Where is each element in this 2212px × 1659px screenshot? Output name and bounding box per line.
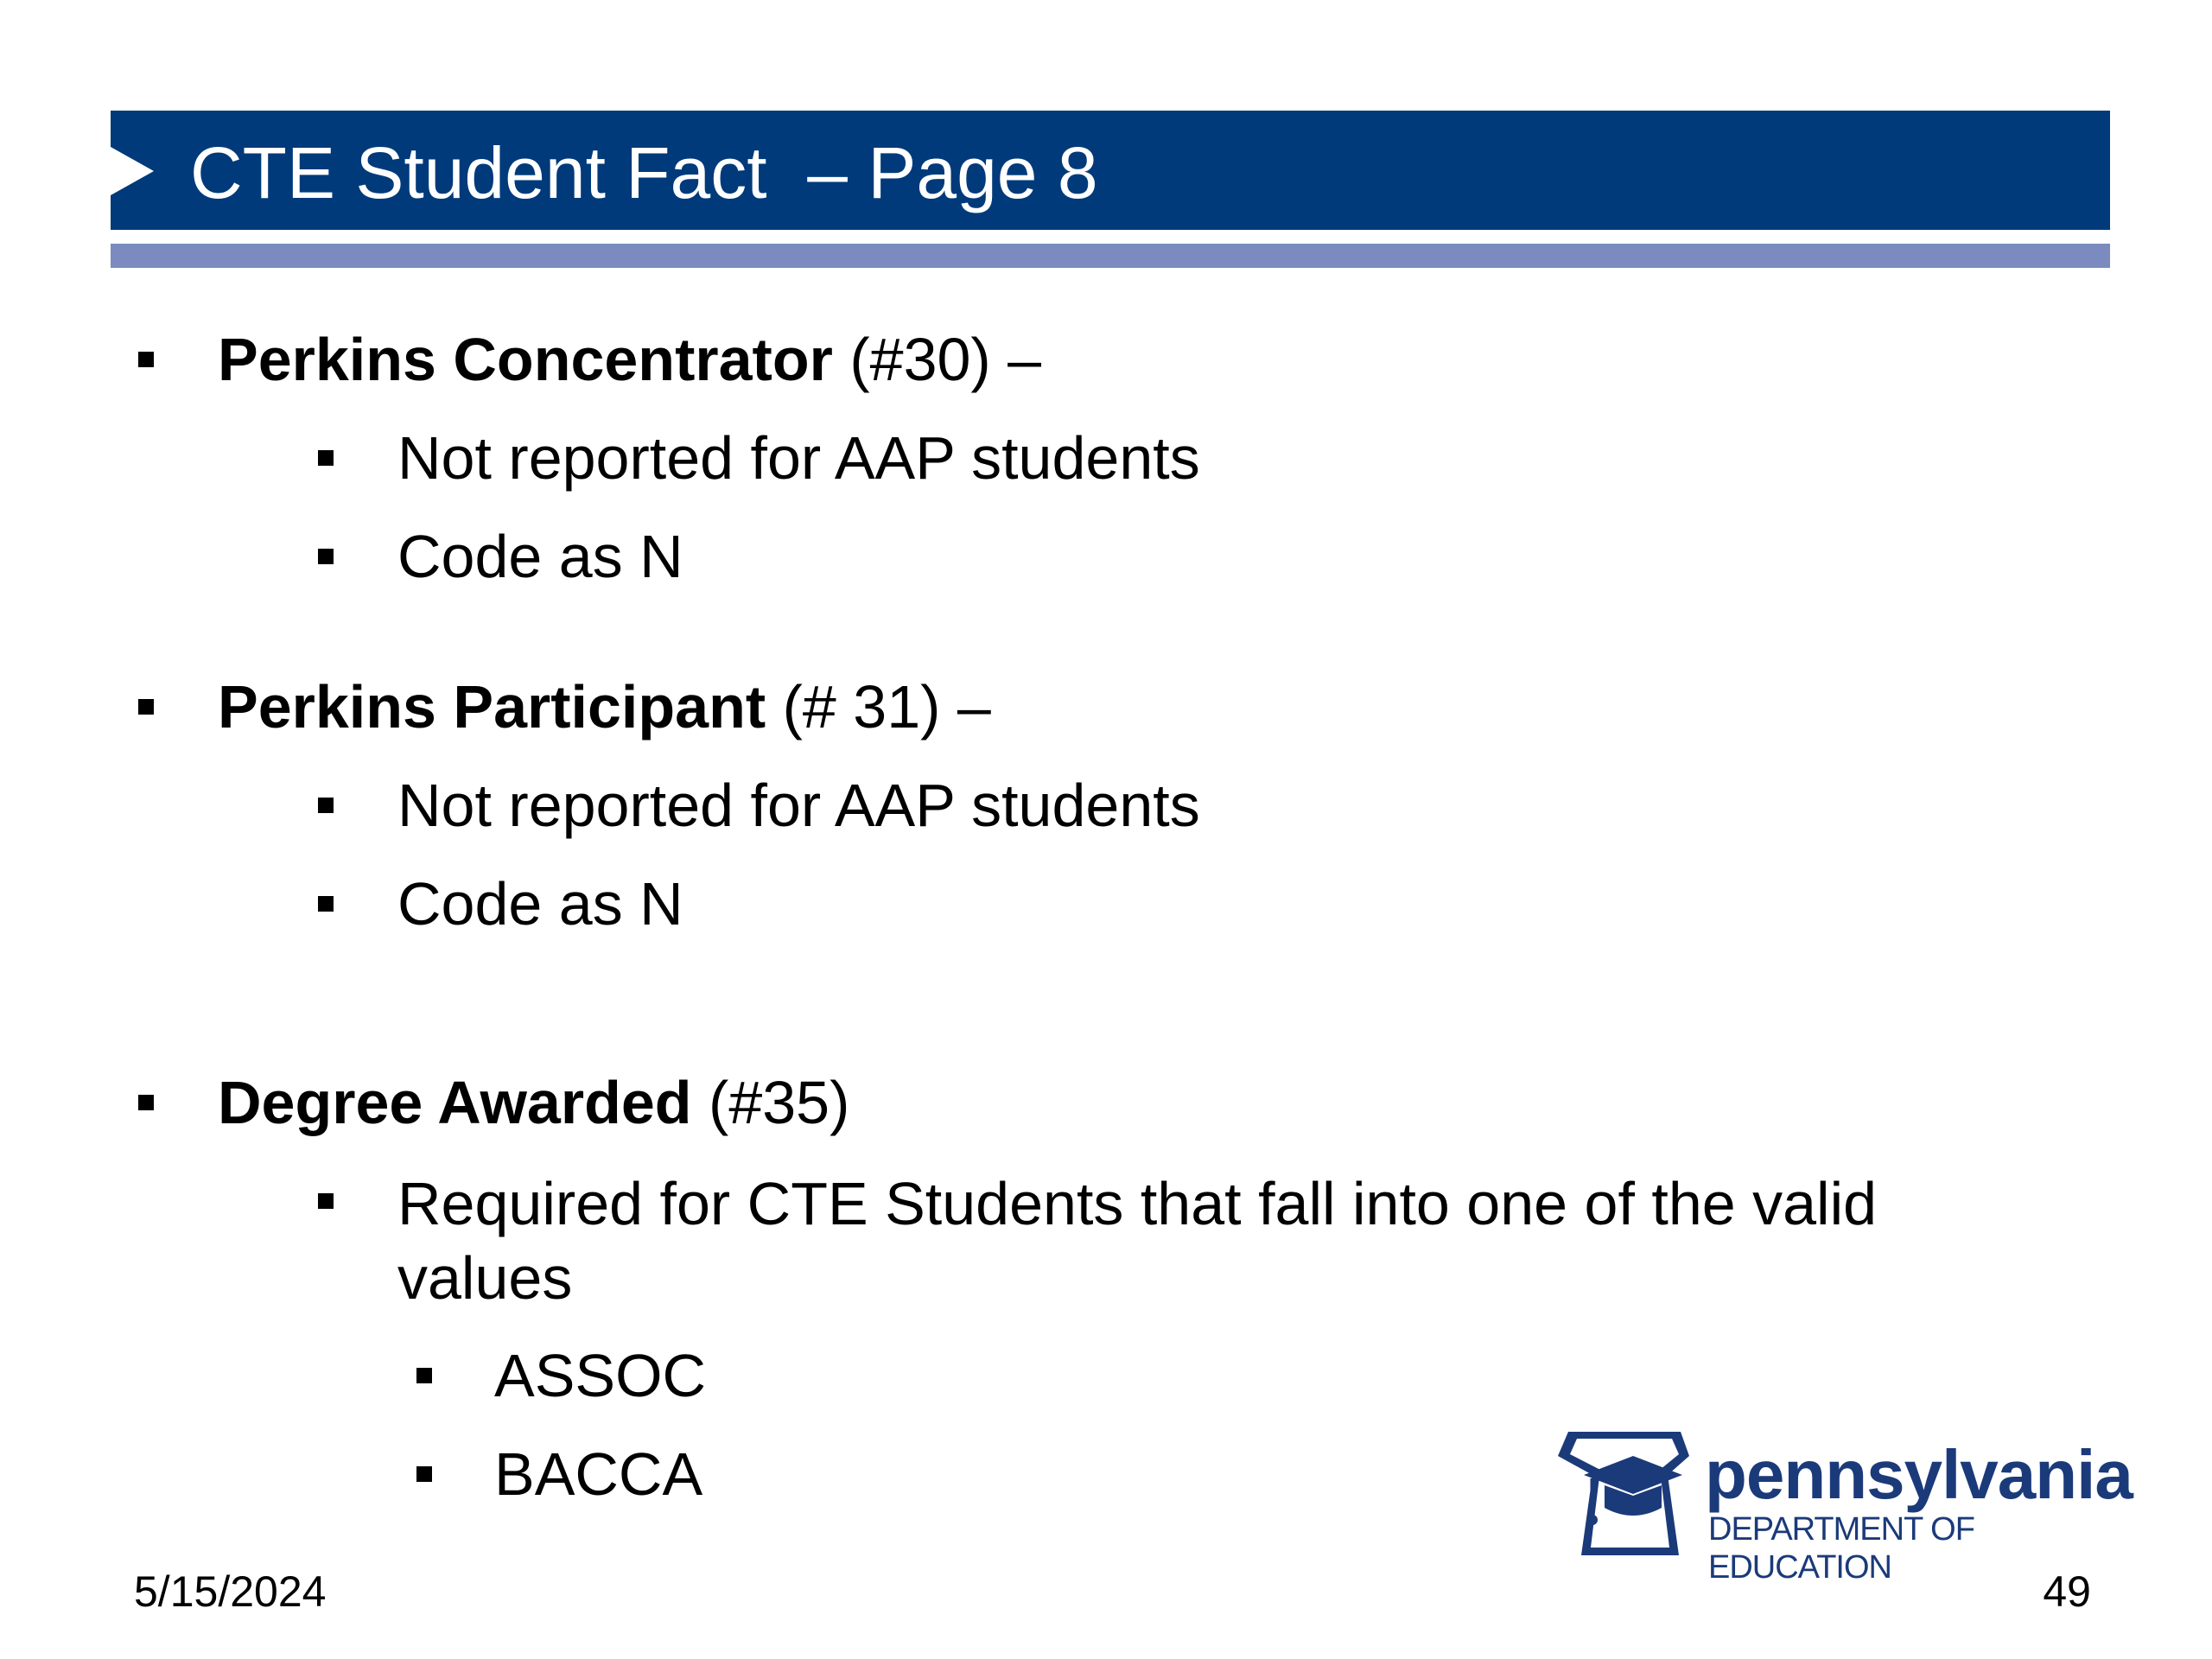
- list-item: [397, 771, 1200, 840]
- bullet-square-icon: [318, 450, 334, 466]
- bullet-square-icon: [318, 549, 334, 564]
- section-heading-bold: Perkins Concentrator: [218, 326, 833, 393]
- list-item-text: Not reported for AAP students: [397, 424, 1200, 492]
- section-heading-rest: (#30) –: [832, 326, 1042, 393]
- bullet-square-icon: [138, 699, 154, 715]
- section-heading-bold: Degree Awarded: [218, 1069, 692, 1136]
- list-item-text: Code as N: [397, 523, 683, 590]
- section-heading-rest: (# 31) –: [766, 673, 991, 741]
- footer-date: 5/15/2024: [134, 1567, 327, 1616]
- logo-name: pennsylvania: [1705, 1436, 2133, 1513]
- keystone-mortarboard-icon: [1551, 1421, 1698, 1568]
- sub-list-item-text: BACCA: [494, 1440, 703, 1508]
- logo-subtitle: DEPARTMENT OF EDUCATION: [1708, 1511, 1974, 1586]
- page-number: 49: [2043, 1567, 2091, 1616]
- section-heading: [218, 325, 1041, 394]
- section-heading: [218, 672, 991, 741]
- bullet-square-icon: [318, 1193, 334, 1209]
- list-item: [397, 423, 1200, 493]
- bullet-square-icon: [318, 798, 334, 813]
- pa-education-logo: [1551, 1417, 2133, 1586]
- list-item-text: Not reported for AAP students: [397, 772, 1200, 839]
- section-heading: [218, 1068, 849, 1137]
- list-item: [397, 1166, 2039, 1315]
- sub-list-item: [494, 1341, 706, 1410]
- slide-title: CTE Student Fact – Page 8: [190, 132, 1098, 213]
- bullet-square-icon: [138, 1095, 154, 1110]
- bullet-square-icon: [416, 1466, 432, 1482]
- sub-list-item-text: ASSOC: [494, 1342, 707, 1409]
- sub-list-item: [494, 1440, 702, 1509]
- bullet-square-icon: [138, 352, 154, 367]
- bullet-square-icon: [318, 896, 334, 912]
- bullet-square-icon: [416, 1368, 432, 1383]
- title-underline-bar: [111, 244, 2110, 268]
- list-item: [397, 869, 683, 938]
- title-arrow-icon: [111, 147, 154, 195]
- section-heading-rest: (#35): [691, 1069, 850, 1136]
- list-item-text: Required for CTE Students that fall into one of the valid values: [397, 1170, 1878, 1312]
- list-item-text: Code as N: [397, 870, 683, 938]
- list-item: [397, 522, 683, 591]
- section-heading-bold: Perkins Participant: [218, 673, 766, 741]
